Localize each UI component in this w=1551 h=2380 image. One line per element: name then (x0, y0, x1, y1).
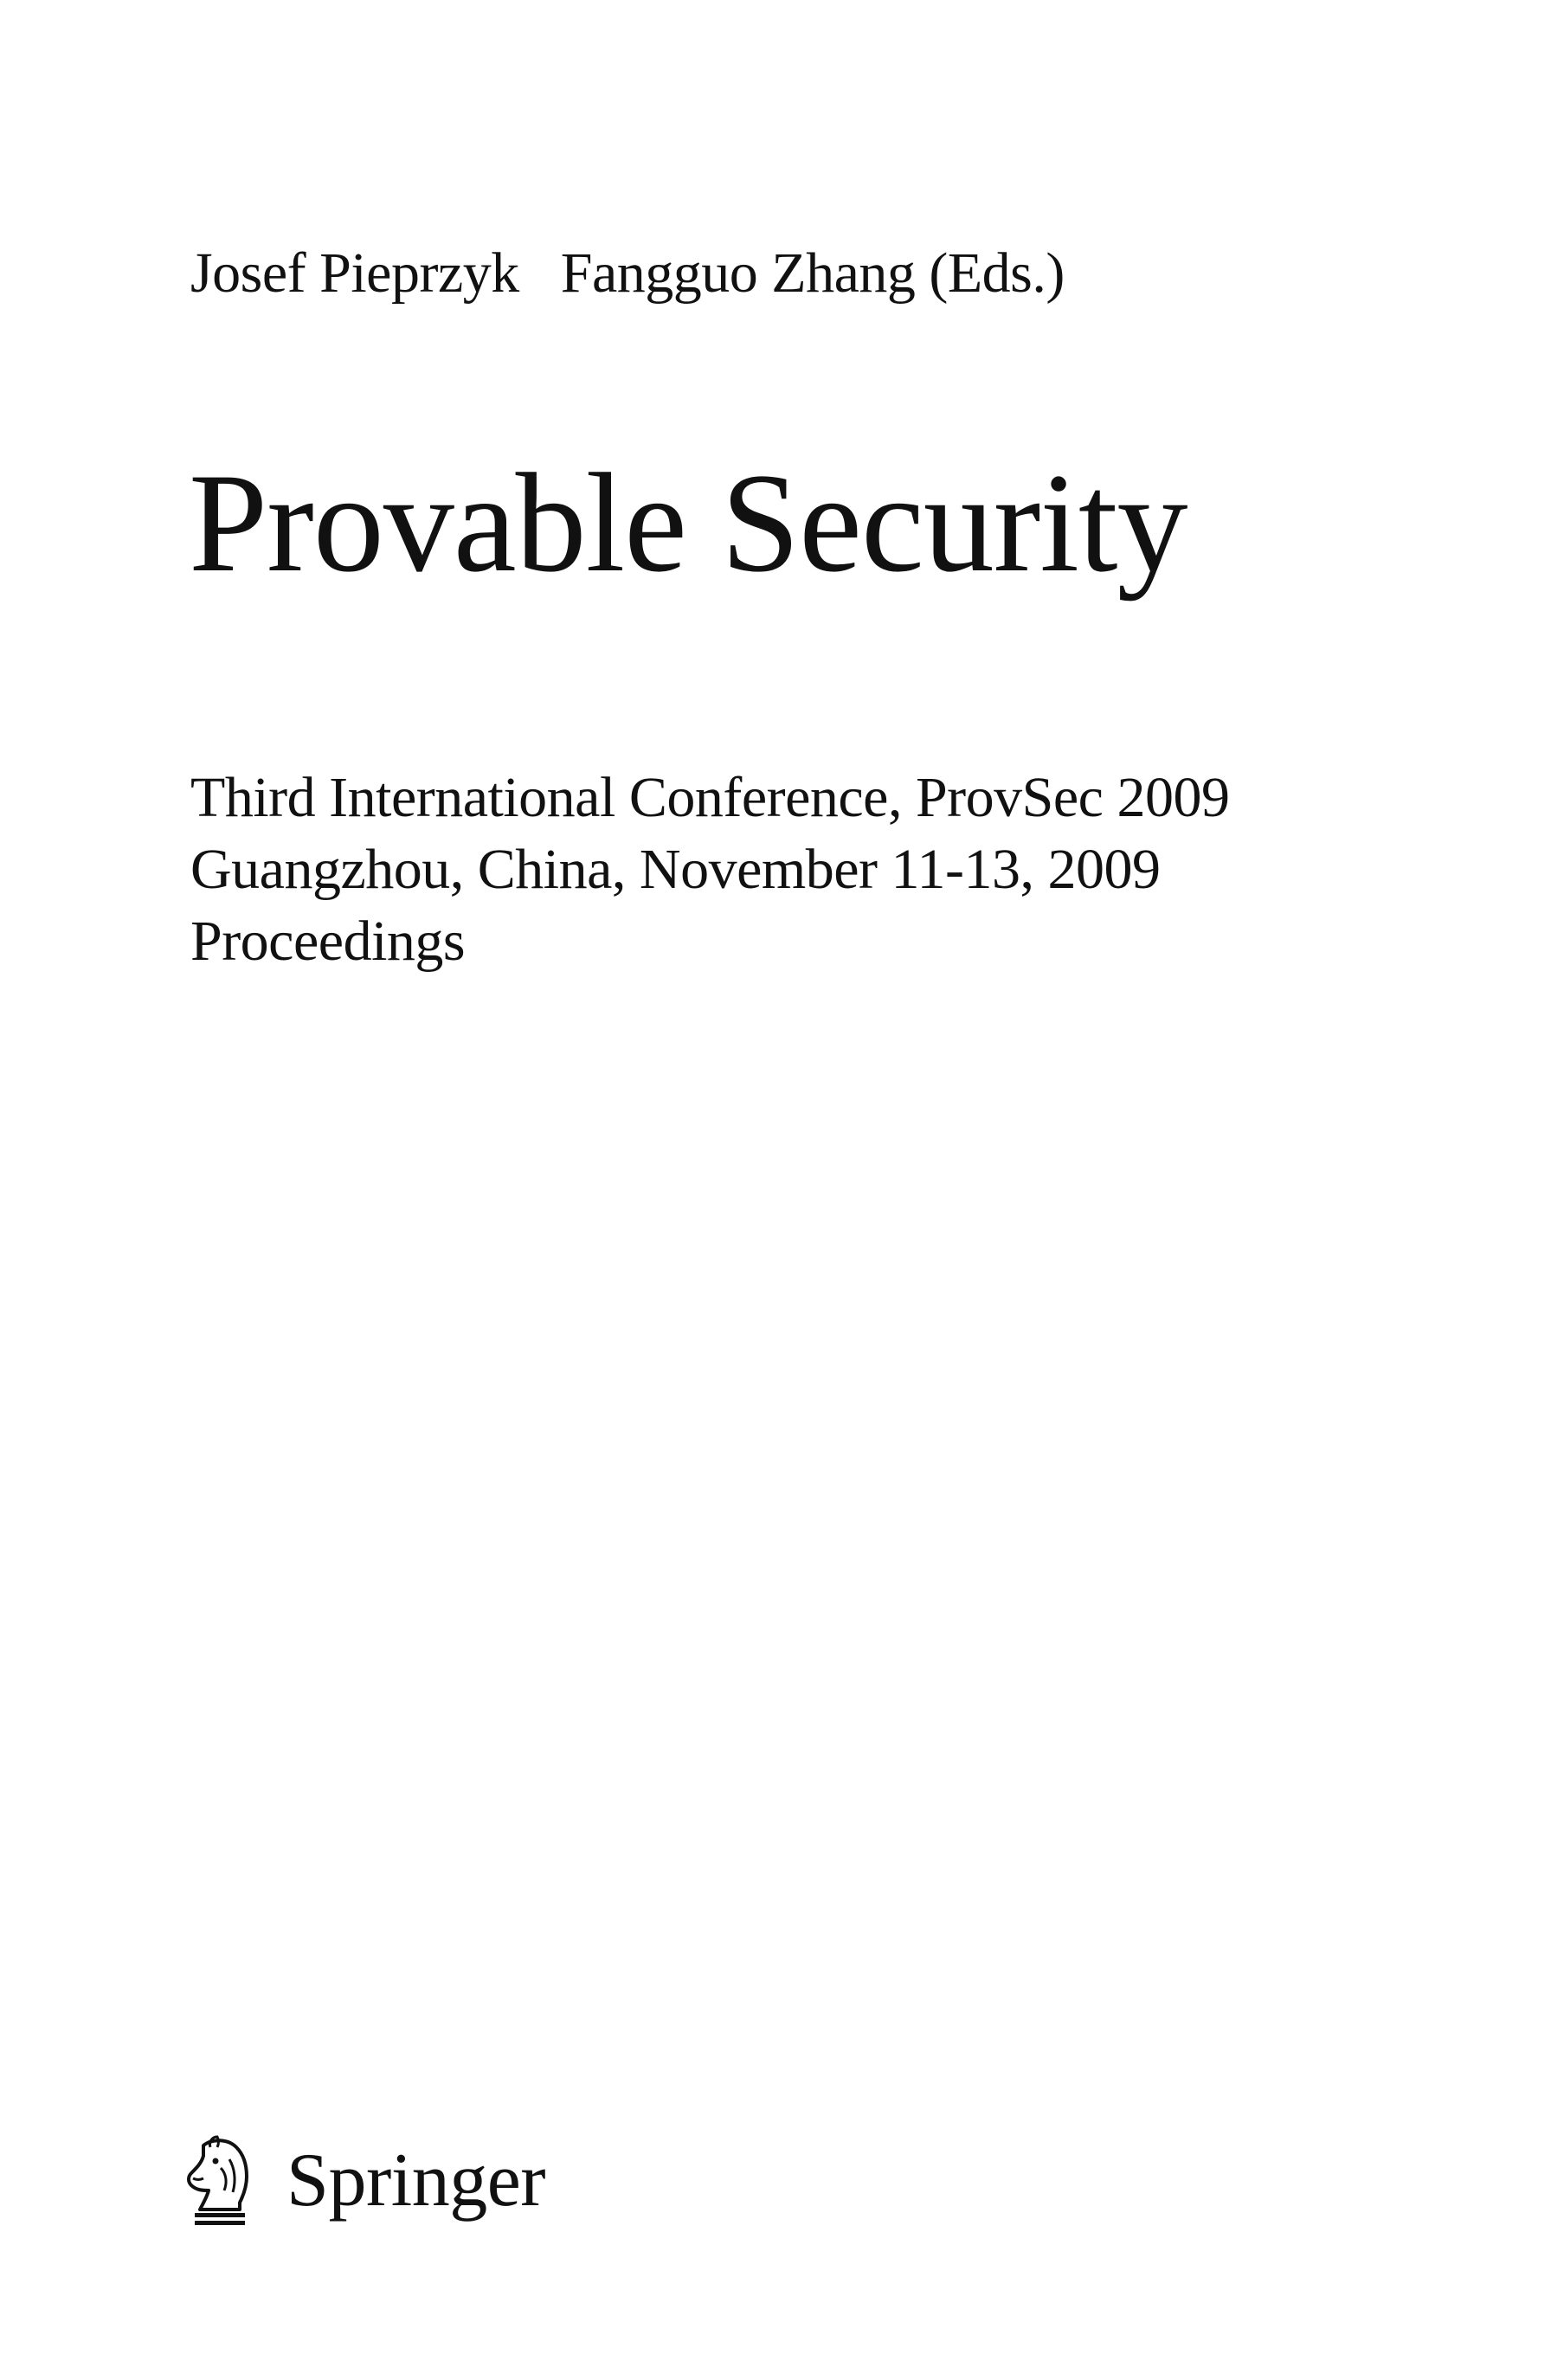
publisher-name: Springer (286, 2139, 546, 2222)
editors-suffix: (Eds.) (929, 241, 1065, 305)
editor-name: Josef Pieprzyk (190, 241, 519, 305)
editor-name-text: Fangguo Zhang (560, 241, 916, 305)
book-title: Provable Security (189, 445, 1187, 601)
editor-name (561, 242, 1065, 306)
subtitle-line: Third International Conference, ProvSec 2009 (190, 766, 1230, 829)
subtitle-line: Proceedings (190, 910, 466, 973)
conference-subtitle (190, 762, 1229, 977)
subtitle-line: Guangzhou, China, November 11-13, 2009 (190, 838, 1161, 901)
publisher-imprint (177, 2133, 545, 2229)
editors-line (190, 242, 1065, 306)
springer-horse-logo-icon (177, 2133, 261, 2229)
